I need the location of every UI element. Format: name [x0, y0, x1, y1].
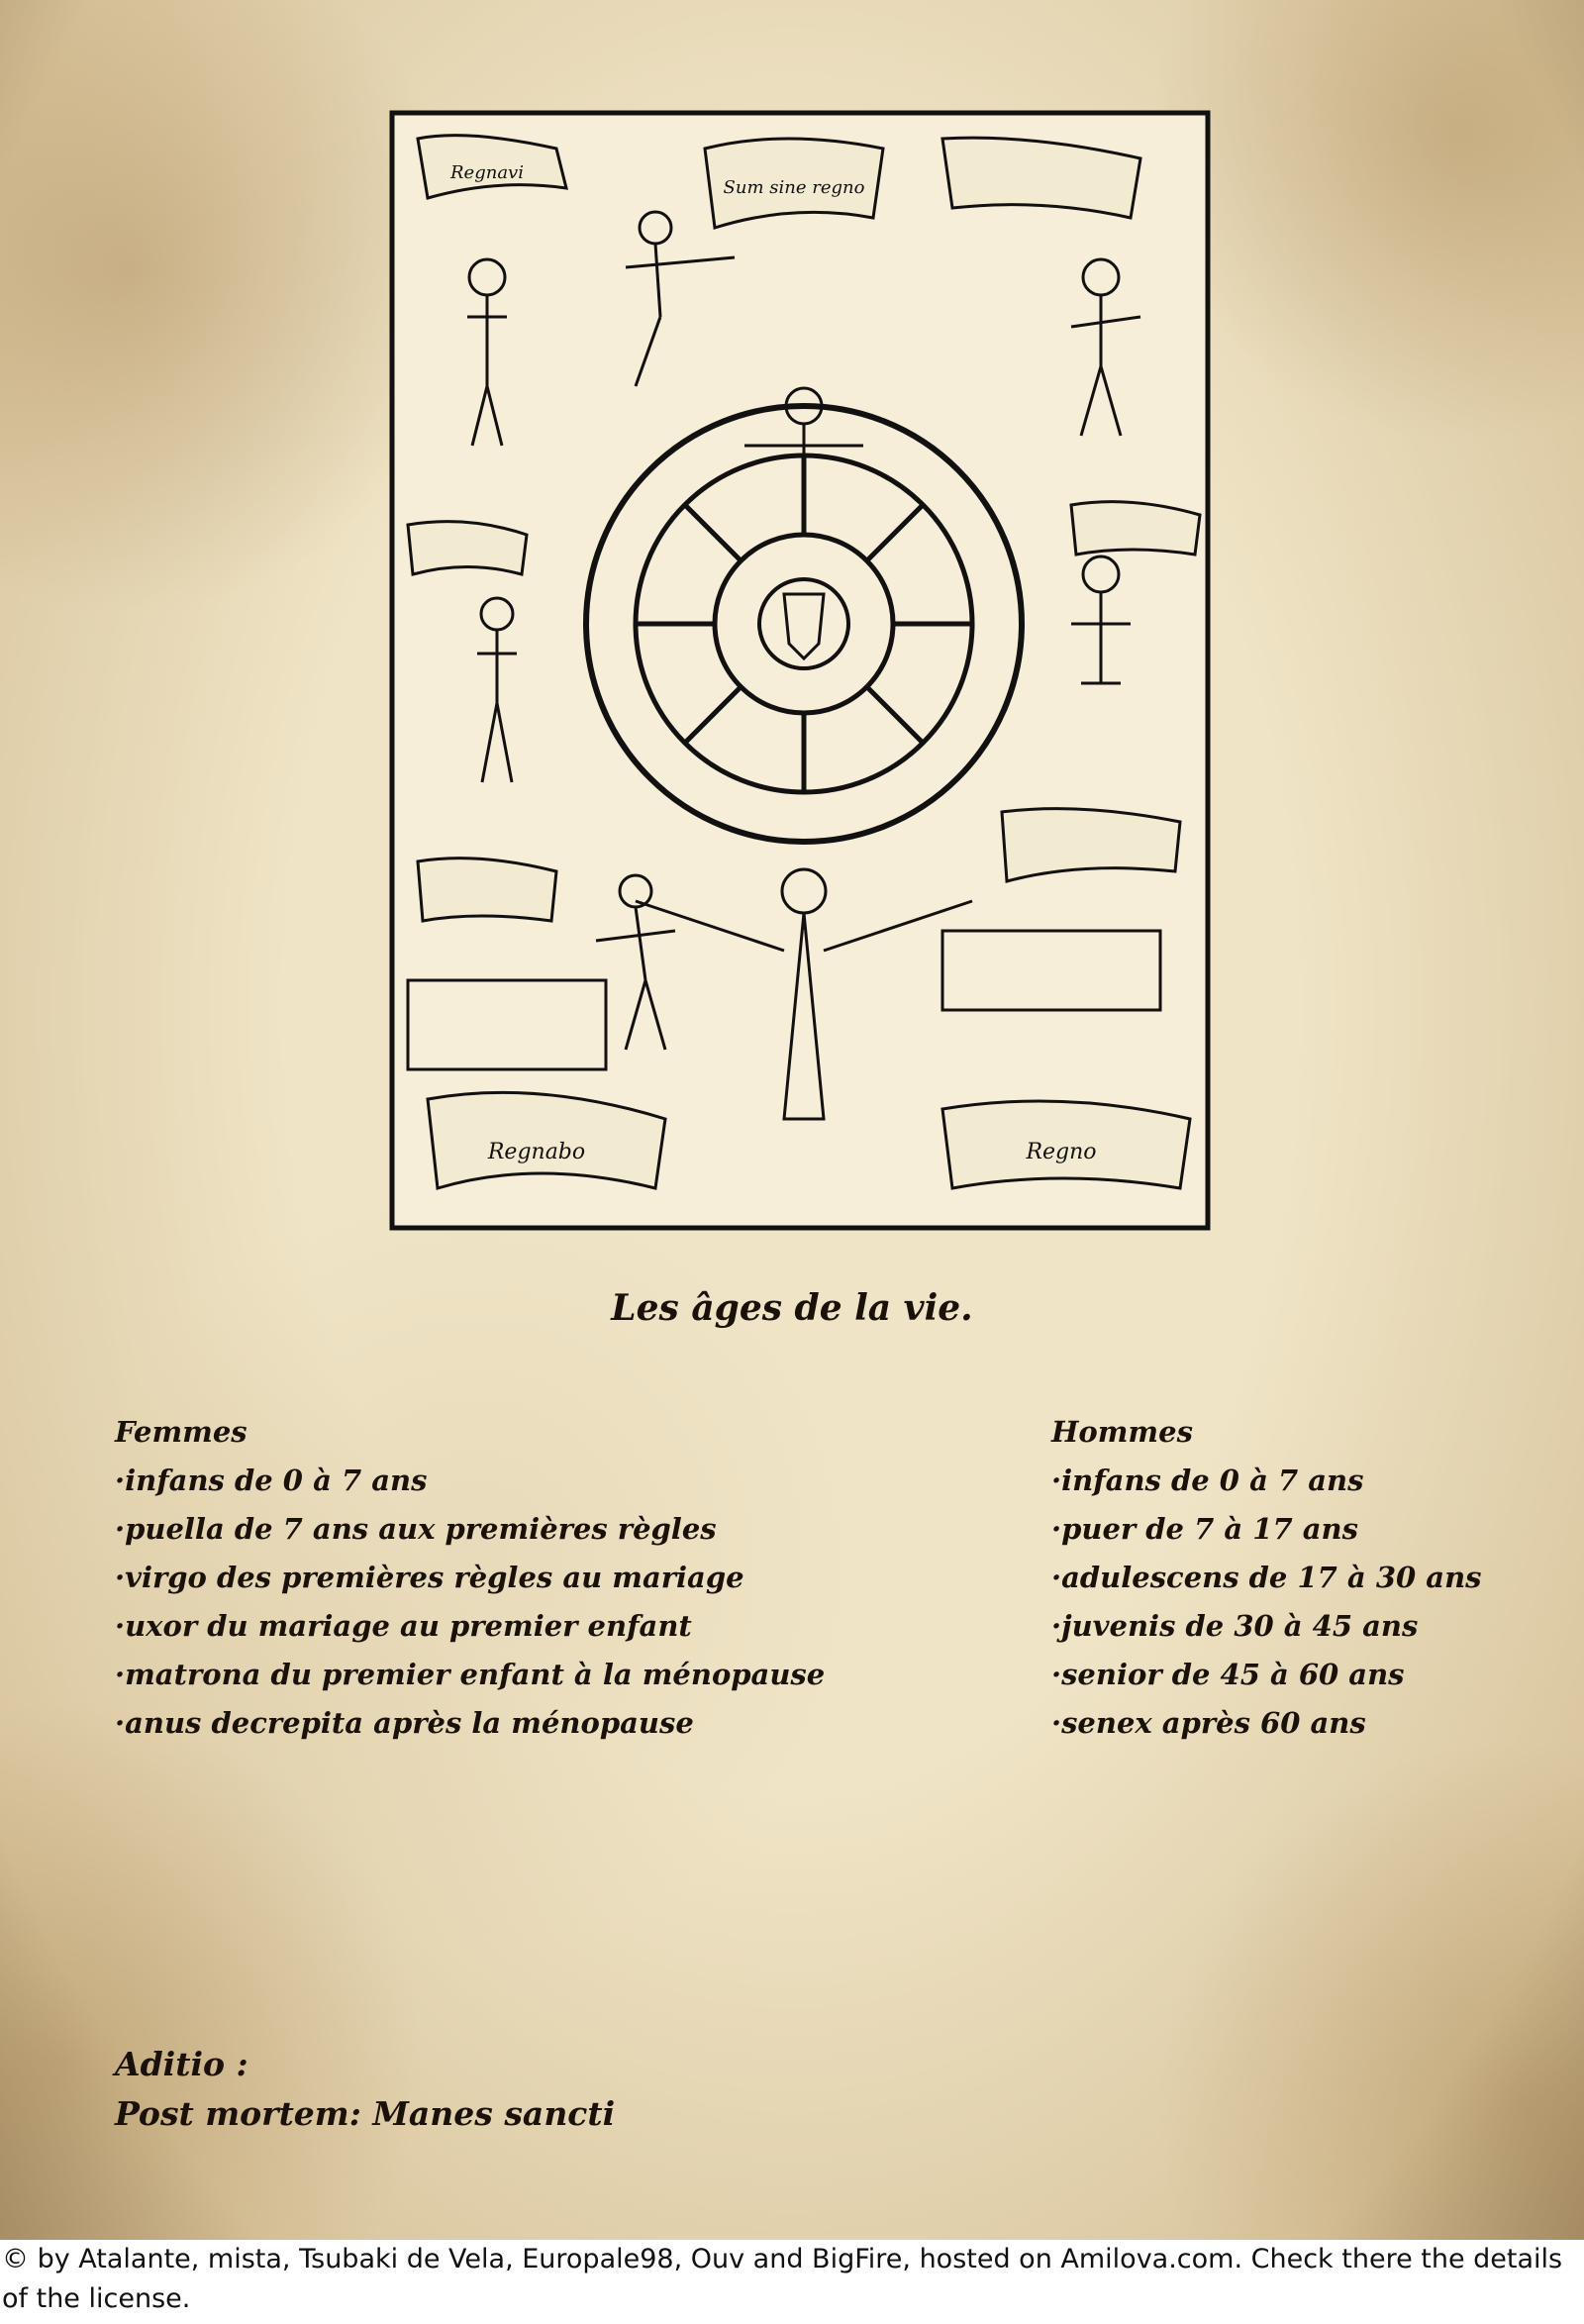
- men-column: [1051, 1408, 1566, 1748]
- banner-sine-regno: Sum sine regno: [723, 177, 865, 198]
- women-item: ·matrona du premier enfant à la ménopause: [115, 1658, 826, 1691]
- men-item: ·juvenis de 30 à 45 ans: [1051, 1609, 1419, 1643]
- women-item: ·infans de 0 à 7 ans: [115, 1464, 428, 1497]
- banner-regnavi: Regnavi: [450, 162, 524, 183]
- banner-regno: Regno: [1026, 1140, 1097, 1164]
- license-footer: © by Atalante, mista, Tsubaki de Vela, Europale98, Ouv and BigFire, hosted on Amilova.com. Check there the details of the license.: [0, 2240, 1584, 2324]
- men-item: ·senior de 45 à 60 ans: [1051, 1658, 1405, 1691]
- wheel-of-life-woodcut: [388, 109, 1212, 1232]
- women-column: [115, 1408, 1006, 1748]
- women-item: ·uxor du mariage au premier enfant: [115, 1609, 692, 1643]
- banner-regnabo: Regnabo: [487, 1140, 586, 1164]
- men-item: ·infans de 0 à 7 ans: [1051, 1464, 1364, 1497]
- additio-label: Aditio :: [115, 2045, 248, 2083]
- wheel-of-life-woodcut-icon: [388, 109, 1212, 1232]
- page-title: Les âges de la vie.: [611, 1287, 973, 1329]
- additio-note: [115, 2040, 615, 2139]
- additio-text: Post mortem: Manes sancti: [115, 2094, 616, 2133]
- women-item: ·virgo des premières règles au mariage: [115, 1561, 744, 1594]
- women-item: ·anus decrepita après la ménopause: [115, 1706, 694, 1740]
- women-heading: Femmes: [115, 1415, 248, 1449]
- men-item: ·senex après 60 ans: [1051, 1706, 1366, 1740]
- men-heading: Hommes: [1051, 1415, 1193, 1449]
- women-item: ·puella de 7 ans aux premières règles: [115, 1512, 717, 1546]
- men-item: ·adulescens de 17 à 30 ans: [1051, 1561, 1482, 1594]
- men-item: ·puer de 7 à 17 ans: [1051, 1512, 1358, 1546]
